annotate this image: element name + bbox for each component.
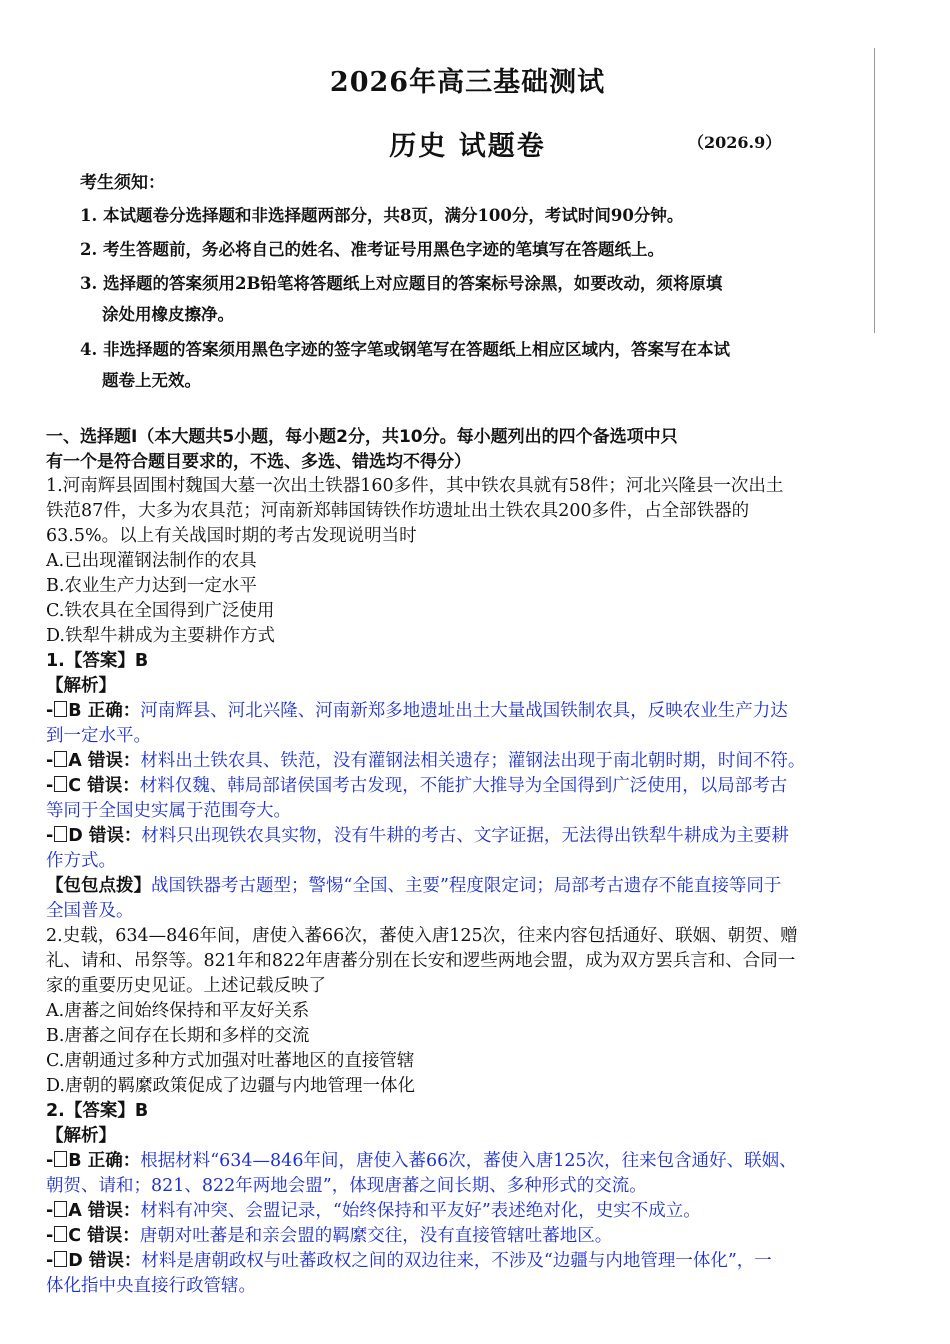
option-b: B.农业生产力达到一定水平: [46, 576, 257, 596]
scan-edge-line: [874, 48, 875, 333]
analysis-label-a: A 错误：: [68, 1201, 141, 1221]
question-stem: 1.河南辉县固围村魏国大墓一次出土铁器160多件，其中铁农具就有58件；河北兴隆县一次出土: [46, 476, 784, 496]
option-a: A.已出现灌钢法制作的农具: [46, 551, 257, 571]
exam-date: （2026.9）: [688, 133, 782, 152]
checkbox-glyph-icon: [54, 776, 67, 792]
analysis-text: 材料仅魏、韩局部诸侯国考古发现，不能扩大推导为全国得到广泛使用，以局部考古: [139, 776, 788, 796]
tip-line: [46, 874, 781, 898]
analysis-text: 材料是唐朝政权与吐蕃政权之间的双边往来，不涉及“边疆与内地管理一体化”，一: [141, 1251, 772, 1271]
analysis-label: 【解析】: [46, 1126, 116, 1146]
analysis-label-c: C 错误：: [68, 1226, 140, 1246]
notice-item: 涂处用橡皮擦净。: [102, 305, 234, 324]
analysis-c: - C 错误：唐朝对吐蕃是和亲会盟的羁縻交往，没有直接管辖吐蕃地区。: [46, 1226, 613, 1246]
section-heading: 有一个是符合题目要求的，不选、多选、错选均不得分）: [46, 452, 471, 472]
analysis-label-d: D 错误：: [68, 1251, 142, 1271]
analysis-text: 材料出土铁农具、铁范，没有灌钢法相关遗存；灌钢法出现于南北朝时期，时间不符。: [140, 751, 806, 771]
option-b: B.唐蕃之间存在长期和多样的交流: [46, 1026, 310, 1046]
analysis-label-c: C 错误：: [68, 776, 140, 796]
checkbox-glyph-icon: [54, 1251, 67, 1267]
exam-title: 2026年高三基础测试: [329, 67, 606, 98]
exam-subtitle: 历史 试题卷: [389, 131, 546, 162]
checkbox-glyph-icon: [54, 1201, 67, 1217]
analysis-b: - B 正确：河南辉县、河北兴隆、河南新郑多地遗址出土大量战国铁制农具，反映农业生产力达: [46, 701, 788, 721]
analysis-text: 根据材料“634—846年间，唐使入蕃66次，蕃使入唐125次，往来包含通好、联姻、: [140, 1151, 797, 1171]
analysis-label: 【解析】: [46, 676, 116, 696]
exam-header: [60, 40, 875, 400]
analysis-d: - D 错误：材料是唐朝政权与吐蕃政权之间的双边往来，不涉及“边疆与内地管理一体化”，一: [46, 1251, 772, 1271]
checkbox-glyph-icon: [54, 751, 67, 767]
analysis-text: 材料有冲突、会盟记录，“始终保持和平友好”表述绝对化，史实不成立。: [140, 1201, 701, 1221]
analysis-label-b: B 正确：: [68, 1151, 141, 1171]
section-heading: 一、选择题Ⅰ（本大题共5小题，每小题2分，共10分。每小题列出的四个备选项中只: [46, 427, 678, 447]
checkbox-glyph-icon: [54, 1151, 67, 1167]
notice-item: 4. 非选择题的答案须用黑色字迹的签字笔或钢笔写在答题纸上相应区域内，答案写在本试: [80, 340, 730, 359]
analysis-text: 河南辉县、河北兴隆、河南新郑多地遗址出土大量战国铁制农具，反映农业生产力达: [140, 701, 788, 721]
checkbox-glyph-icon: [54, 826, 67, 842]
tip-text: 全国普及。: [46, 901, 134, 921]
analysis-text: 作方式。: [46, 851, 116, 871]
question-stem: 2.史载，634—846年间，唐使入蕃66次，蕃使入唐125次，往来内容包括通好、联姻、朝贺、赠: [46, 926, 798, 946]
analysis-text: 等同于全国史实属于范围夸大。: [46, 801, 291, 821]
option-d: D.唐朝的羁縻政策促成了边疆与内地管理一体化: [46, 1076, 415, 1096]
analysis-text: 唐朝对吐蕃是和亲会盟的羁縻交往，没有直接管辖吐蕃地区。: [139, 1226, 613, 1246]
answer-line: 2.【答案】B: [46, 1101, 149, 1121]
analysis-text: 体化指中央直接行政管辖。: [46, 1276, 256, 1296]
analysis-d: - D 错误：材料只出现铁农具实物，没有牛耕的考古、文字证据，无法得出铁犁牛耕成为主要耕: [46, 826, 789, 846]
question-stem: 礼、请和、吊祭等。821年和822年唐蕃分别在长安和逻些两地会盟，成为双方罢兵言和、合同一: [46, 951, 796, 971]
option-c: C.唐朝通过多种方式加强对吐蕃地区的直接管辖: [46, 1051, 415, 1071]
analysis-b: - B 正确：根据材料“634—846年间，唐使入蕃66次，蕃使入唐125次，往来包含通好、联姻、: [46, 1151, 797, 1171]
notice-item: 2. 考生答题前，务必将自己的姓名、准考证号用黑色字迹的笔填写在答题纸上。: [80, 240, 664, 259]
tip-label: 【包包点拨】: [46, 876, 151, 896]
answer-line: 1.【答案】B: [46, 651, 149, 671]
analysis-a: - A 错误：材料出土铁农具、铁范，没有灌钢法相关遗存；灌钢法出现于南北朝时期，时间不符。: [46, 751, 806, 771]
analysis-label-a: A 错误：: [68, 751, 141, 771]
analysis-text: 材料只出现铁农具实物，没有牛耕的考古、文字证据，无法得出铁犁牛耕成为主要耕: [141, 826, 789, 846]
notice-item: 1. 本试题卷分选择题和非选择题两部分，共8页，满分100分，考试时间90分钟。: [80, 206, 684, 225]
notice-item: 题卷上无效。: [102, 371, 201, 390]
analysis-text: 到一定水平。: [46, 726, 151, 746]
option-c: C.铁农具在全国得到广泛使用: [46, 601, 275, 621]
analysis-text: 朝贺、请和；821、822年两地会盟”，体现唐蕃之间长期、多种形式的交流。: [46, 1176, 647, 1196]
checkbox-glyph-icon: [54, 1226, 67, 1242]
question-stem: 家的重要历史见证。上述记载反映了: [46, 976, 326, 996]
option-d: D.铁犁牛耕成为主要耕作方式: [46, 626, 275, 646]
question-stem: 63.5%。以上有关战国时期的考古发现说明当时: [46, 526, 417, 546]
analysis-c: - C 错误：材料仅魏、韩局部诸侯国考古发现，不能扩大推导为全国得到广泛使用，以局部考古: [46, 776, 788, 796]
checkbox-glyph-icon: [54, 701, 67, 717]
option-a: A.唐蕃之间始终保持和平友好关系: [46, 1001, 310, 1021]
question-stem: 铁范87件，大多为农具范；河南新郑韩国铸铁作坊遗址出土铁农具200多件，占全部铁器的: [46, 501, 750, 521]
analysis-label-b: B 正确：: [68, 701, 141, 721]
notice-item: 3. 选择题的答案须用2B铅笔将答题纸上对应题目的答案标号涂黑，如要改动，须将原填: [80, 274, 723, 293]
tip-text: 战国铁器考古题型；警惕“全国、主要”程度限定词；局部考古遗存不能直接等同于: [151, 876, 782, 896]
notice-heading: 考生须知：: [80, 173, 165, 193]
analysis-label-d: D 错误：: [68, 826, 142, 846]
analysis-a: - A 错误：材料有冲突、会盟记录，“始终保持和平友好”表述绝对化，史实不成立。: [46, 1201, 701, 1221]
